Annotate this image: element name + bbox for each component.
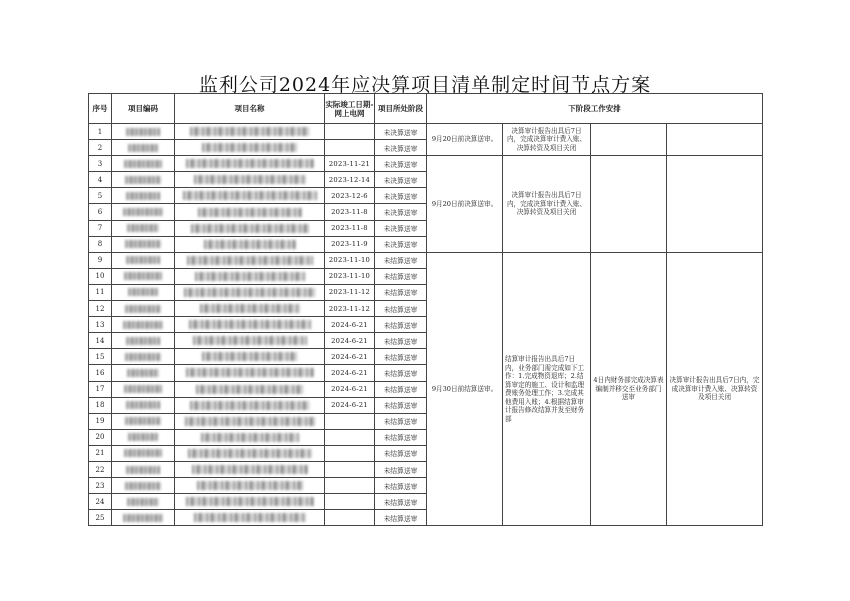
row-seq: 10 (89, 268, 112, 284)
row-completion-date: 2023-11-12 (325, 301, 375, 317)
row-project-stage: 未决算送审 (375, 188, 427, 204)
group1-empty-cell (667, 124, 763, 156)
row-project-name (175, 188, 325, 204)
row-project-code (112, 349, 175, 365)
row-project-name (175, 365, 325, 381)
redacted-name (187, 256, 313, 265)
row-project-name (175, 252, 325, 268)
row-seq: 20 (89, 429, 112, 445)
redacted-code (126, 466, 160, 474)
redacted-code (126, 192, 160, 200)
row-project-stage: 未决算送审 (375, 140, 427, 156)
row-project-stage: 未结算送审 (375, 397, 427, 413)
row-seq: 5 (89, 188, 112, 204)
row-seq: 13 (89, 317, 112, 333)
row-seq: 15 (89, 349, 112, 365)
row-seq: 17 (89, 381, 112, 397)
row-project-name (175, 172, 325, 188)
row-seq: 19 (89, 413, 112, 429)
row-completion-date: 2024-6-21 (325, 333, 375, 349)
row-completion-date: 2023-11-8 (325, 220, 375, 236)
redacted-name (186, 368, 314, 377)
row-project-name (175, 349, 325, 365)
group3-deadline: 9月30日前结算送审。 (427, 252, 503, 526)
table-row (89, 156, 763, 172)
table-header-row (89, 94, 763, 124)
row-project-code (112, 301, 175, 317)
row-completion-date: 2023-11-9 (325, 236, 375, 252)
row-completion-date (325, 140, 375, 156)
row-project-stage: 未结算送审 (375, 494, 427, 510)
row-seq: 8 (89, 236, 112, 252)
row-project-name (175, 236, 325, 252)
redacted-code (128, 144, 158, 152)
row-project-name (175, 301, 325, 317)
header-next-stage-plan: 下阶段工作安排 (427, 94, 763, 124)
row-completion-date (325, 494, 375, 510)
redacted-name (195, 272, 305, 281)
row-project-name (175, 445, 325, 461)
row-project-stage: 未结算送审 (375, 268, 427, 284)
redacted-name (185, 417, 315, 426)
redacted-name (188, 449, 312, 458)
redacted-name (184, 288, 316, 297)
row-project-name (175, 381, 325, 397)
row-project-stage: 未结算送审 (375, 445, 427, 461)
redacted-name (190, 127, 310, 136)
row-project-code (112, 478, 175, 494)
row-seq: 16 (89, 365, 112, 381)
row-seq: 1 (89, 124, 112, 140)
project-schedule-table (88, 93, 763, 526)
row-project-stage: 未结算送审 (375, 333, 427, 349)
redacted-name (196, 385, 304, 394)
row-project-name (175, 413, 325, 429)
row-project-name (175, 284, 325, 300)
row-project-name (175, 156, 325, 172)
redacted-code (124, 160, 162, 168)
row-project-stage: 未结算送审 (375, 317, 427, 333)
redacted-code (127, 224, 159, 232)
row-seq: 4 (89, 172, 112, 188)
row-seq: 7 (89, 220, 112, 236)
redacted-name (186, 497, 314, 506)
row-project-stage: 未决算送审 (375, 220, 427, 236)
row-project-code (112, 220, 175, 236)
row-project-code (112, 252, 175, 268)
row-seq: 6 (89, 204, 112, 220)
row-project-name (175, 333, 325, 349)
row-completion-date: 2023-11-12 (325, 284, 375, 300)
group3-final-step: 决算审计报告出具后7日内，完成决算审计费入账、决算转资及项目关闭 (667, 252, 763, 526)
row-completion-date: 2023-12-14 (325, 172, 375, 188)
redacted-name (202, 143, 298, 152)
row-project-stage: 未决算送审 (375, 124, 427, 140)
redacted-name (189, 320, 311, 329)
redacted-name (202, 352, 298, 361)
row-project-name (175, 494, 325, 510)
row-completion-date (325, 478, 375, 494)
row-completion-date: 2023-12-6 (325, 188, 375, 204)
row-completion-date: 2024-6-21 (325, 381, 375, 397)
row-project-code (112, 397, 175, 413)
header-seq: 序号 (89, 94, 112, 124)
row-completion-date (325, 124, 375, 140)
row-seq: 11 (89, 284, 112, 300)
row-seq: 3 (89, 156, 112, 172)
row-project-code (112, 140, 175, 156)
row-project-name (175, 478, 325, 494)
redacted-code (127, 498, 159, 506)
row-project-code (112, 188, 175, 204)
redacted-code (126, 128, 160, 136)
row-seq: 12 (89, 301, 112, 317)
redacted-code (124, 385, 162, 393)
row-seq: 25 (89, 510, 112, 526)
row-project-code (112, 268, 175, 284)
row-project-code (112, 124, 175, 140)
header-project-name: 项目名称 (175, 94, 325, 124)
row-project-code (112, 204, 175, 220)
group3-finance-step: 4日内财务部完成决算表编制并移交至业务部门送审 (591, 252, 667, 526)
row-project-name (175, 268, 325, 284)
row-project-code (112, 461, 175, 477)
redacted-code (126, 256, 160, 264)
row-completion-date (325, 413, 375, 429)
group1-deadline: 9月20日前决算送审。 (427, 124, 503, 156)
group2-next-step: 决算审计报告出具后7日内，完成决算审计费入账、决算转资及项目关闭 (503, 156, 591, 253)
redacted-name (201, 433, 299, 442)
row-completion-date: 2023-11-10 (325, 252, 375, 268)
row-project-code (112, 510, 175, 526)
redacted-name (193, 336, 307, 345)
row-completion-date (325, 429, 375, 445)
row-project-stage: 未结算送审 (375, 365, 427, 381)
table-row (89, 124, 763, 140)
row-project-stage: 未结算送审 (375, 478, 427, 494)
header-project-code: 项目编码 (112, 94, 175, 124)
row-project-code (112, 156, 175, 172)
redacted-code (124, 272, 162, 280)
group3-next-step: 结算审计报告出具后7日内，业务部门需完成如下工作：1.完成物资退库；2.结算审定的施工、设计和监理费账务处理工作；3.完成其他费用入账；4.根据结算审计报告修改结算并发至财务部 (503, 252, 591, 526)
redacted-name (190, 401, 310, 410)
row-project-stage: 未结算送审 (375, 413, 427, 429)
row-project-stage: 未结算送审 (375, 381, 427, 397)
redacted-name (197, 481, 303, 490)
document-title: 监利公司2024年应决算项目清单制定时间节点方案 (198, 74, 652, 96)
group2-empty-cell (667, 156, 763, 253)
row-completion-date: 2024-6-21 (325, 365, 375, 381)
table-row (89, 252, 763, 268)
row-project-stage: 未结算送审 (375, 429, 427, 445)
row-seq: 9 (89, 252, 112, 268)
row-project-stage: 未结算送审 (375, 461, 427, 477)
row-project-name (175, 510, 325, 526)
redacted-name (183, 191, 317, 200)
row-project-name (175, 204, 325, 220)
redacted-code (125, 482, 161, 490)
row-project-code (112, 172, 175, 188)
row-project-stage: 未决算送审 (375, 204, 427, 220)
redacted-code (126, 337, 160, 345)
row-completion-date (325, 461, 375, 477)
row-project-stage: 未决算送审 (375, 236, 427, 252)
row-project-stage: 未结算送审 (375, 252, 427, 268)
header-project-stage: 项目所处阶段 (375, 94, 427, 124)
group1-next-step: 决算审计报告出具后7日内，完成决算审计费入账、决算转资及项目关闭 (503, 124, 591, 156)
redacted-code (128, 433, 158, 441)
redacted-name (194, 175, 306, 184)
redacted-name (192, 465, 308, 474)
redacted-code (123, 208, 163, 216)
row-project-code (112, 236, 175, 252)
redacted-name (194, 513, 306, 522)
row-project-name (175, 397, 325, 413)
row-project-code (112, 445, 175, 461)
row-project-name (175, 461, 325, 477)
row-completion-date: 2023-11-10 (325, 268, 375, 284)
row-project-stage: 未结算送审 (375, 284, 427, 300)
row-project-code (112, 413, 175, 429)
group2-empty-cell (591, 156, 667, 253)
row-project-code (112, 284, 175, 300)
row-seq: 24 (89, 494, 112, 510)
redacted-code (125, 417, 161, 425)
redacted-code (124, 449, 162, 457)
row-completion-date: 2024-6-21 (325, 317, 375, 333)
redacted-code (125, 353, 161, 361)
redacted-name (198, 208, 302, 217)
row-project-name (175, 317, 325, 333)
redacted-code (123, 321, 163, 329)
row-project-stage: 未决算送审 (375, 172, 427, 188)
row-project-code (112, 429, 175, 445)
row-completion-date: 2024-6-21 (325, 349, 375, 365)
redacted-name (200, 304, 300, 313)
row-project-name (175, 220, 325, 236)
redacted-name (204, 240, 296, 249)
header-completion-date: 实际竣工日期-网上电网 (325, 94, 375, 124)
redacted-code (125, 305, 161, 313)
row-project-stage: 未结算送审 (375, 510, 427, 526)
row-completion-date: 2024-6-21 (325, 397, 375, 413)
row-project-code (112, 333, 175, 349)
row-project-name (175, 429, 325, 445)
redacted-name (191, 224, 309, 233)
row-completion-date (325, 510, 375, 526)
row-seq: 14 (89, 333, 112, 349)
row-completion-date: 2023-11-8 (325, 204, 375, 220)
redacted-code (127, 369, 159, 377)
row-seq: 22 (89, 461, 112, 477)
redacted-code (123, 514, 163, 522)
row-project-code (112, 381, 175, 397)
row-seq: 2 (89, 140, 112, 156)
row-project-stage: 未结算送审 (375, 301, 427, 317)
row-project-name (175, 140, 325, 156)
row-seq: 23 (89, 478, 112, 494)
row-project-stage: 未决算送审 (375, 156, 427, 172)
row-project-code (112, 365, 175, 381)
row-seq: 21 (89, 445, 112, 461)
redacted-name (186, 159, 314, 168)
row-completion-date: 2023-11-21 (325, 156, 375, 172)
row-completion-date (325, 445, 375, 461)
redacted-code (125, 240, 161, 248)
redacted-code (125, 176, 161, 184)
group1-empty-cell (591, 124, 667, 156)
redacted-code (126, 401, 160, 409)
row-project-code (112, 494, 175, 510)
row-project-stage: 未结算送审 (375, 349, 427, 365)
row-seq: 18 (89, 397, 112, 413)
group2-deadline: 9月20日前决算送审。 (427, 156, 503, 253)
row-project-name (175, 124, 325, 140)
redacted-code (128, 288, 158, 296)
row-project-code (112, 317, 175, 333)
